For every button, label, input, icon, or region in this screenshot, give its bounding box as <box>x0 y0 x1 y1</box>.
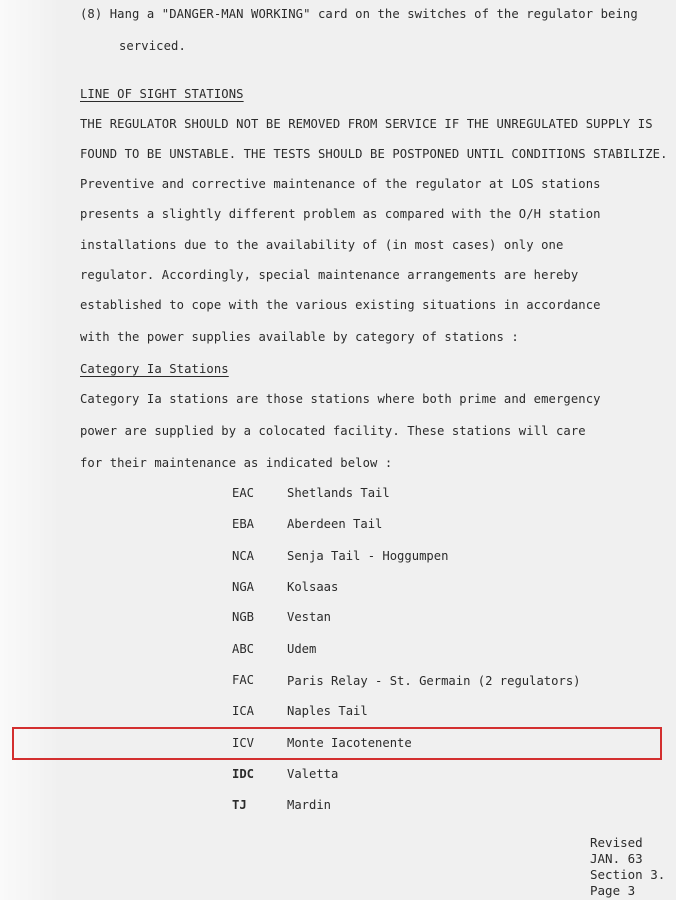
paragraph-line: for their maintenance as indicated below : <box>80 456 393 470</box>
paragraph-line: presents a slightly different problem as compared with the O/H station <box>80 207 601 221</box>
station-name: Udem <box>287 642 317 656</box>
station-code: ICA <box>232 704 255 718</box>
paragraph-line: with the power supplies available by category of stations : <box>80 330 519 344</box>
revision-page: Page 3 <box>590 883 636 898</box>
station-name: Kolsaas <box>287 580 339 594</box>
station-code: EAC <box>232 486 255 500</box>
selection-highlight-box <box>12 727 662 760</box>
paragraph-line: power are supplied by a colocated facility. These stations will care <box>80 424 586 438</box>
paragraph-line: Preventive and corrective maintenance of the regulator at LOS stations <box>80 177 601 191</box>
section-heading-category-ia: Category Ia Stations <box>80 362 229 376</box>
section-heading-los: LINE OF SIGHT STATIONS <box>80 87 244 101</box>
station-name: Mardin <box>287 798 332 812</box>
station-code: NGB <box>232 610 255 624</box>
station-name: Aberdeen Tail <box>287 517 383 531</box>
station-code: NGA <box>232 580 255 594</box>
paragraph-line: regulator. Accordingly, special maintenance arrangements are hereby <box>80 268 579 282</box>
station-code: TJ <box>232 798 247 812</box>
station-code: ABC <box>232 642 255 656</box>
station-name: Senja Tail - Hoggumpen <box>287 549 449 563</box>
station-name: Naples Tail <box>287 704 368 718</box>
station-code: EBA <box>232 517 255 531</box>
station-code: IDC <box>232 767 255 781</box>
station-name: Vestan <box>287 610 332 624</box>
revision-date: JAN. 63 <box>590 851 643 866</box>
station-name: Valetta <box>287 767 339 781</box>
station-name: Paris Relay - St. Germain (2 regulators) <box>287 674 581 688</box>
station-code: NCA <box>232 549 255 563</box>
station-name: Monte Iacotenente <box>287 736 412 750</box>
revision-section: Section 3. <box>590 867 666 882</box>
station-code: ICV <box>232 736 255 750</box>
step-8-continuation: serviced. <box>119 39 186 53</box>
step-8-line: (8) Hang a "DANGER-MAN WORKING" card on the switches of the regulator being <box>80 7 638 21</box>
station-code: FAC <box>232 673 255 687</box>
revision-label: Revised <box>590 835 643 850</box>
paragraph-line: installations due to the availability of (in most cases) only one <box>80 238 564 252</box>
paragraph-line: FOUND TO BE UNSTABLE. THE TESTS SHOULD BE POSTPONED UNTIL CONDITIONS STABILIZE. <box>80 147 668 161</box>
station-name: Shetlands Tail <box>287 486 390 500</box>
paragraph-line: THE REGULATOR SHOULD NOT BE REMOVED FROM SERVICE IF THE UNREGULATED SUPPLY IS <box>80 117 653 131</box>
paragraph-line: Category Ia stations are those stations where both prime and emergency <box>80 392 601 406</box>
paragraph-line: established to cope with the various existing situations in accordance <box>80 298 601 312</box>
